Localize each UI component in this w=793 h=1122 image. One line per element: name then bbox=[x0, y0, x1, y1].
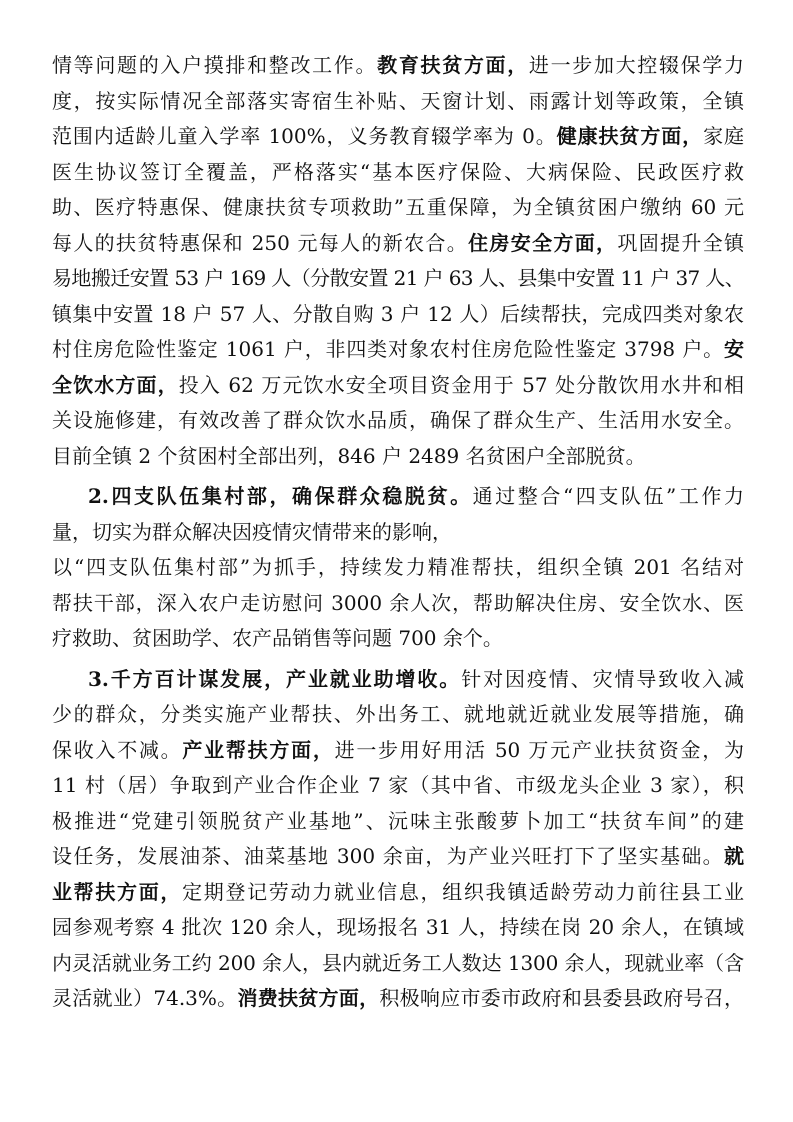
body-text: 每人的扶贫特惠保和 250 元每人的新农合。 bbox=[52, 230, 469, 255]
text-line bbox=[52, 946, 744, 982]
body-text: 灵活就业）74.3%。 bbox=[52, 986, 238, 1010]
text-line bbox=[52, 621, 744, 657]
body-text: 村住房危险性鉴定 1061 户，非四类对象农村住房危险性鉴定 3798 户。 bbox=[52, 337, 724, 361]
bold-heading-text: 产业帮扶方面， bbox=[182, 737, 335, 762]
text-line bbox=[52, 332, 744, 368]
bold-heading-text: 2.四支队伍集村部，确保群众稳脱贫。 bbox=[88, 484, 473, 508]
body-text: 易地搬迁安置 53 户 169 人（分散安置 21 户 63 人、县集中安置 11 户 37 人、 bbox=[52, 266, 744, 290]
body-text: 设任务，发展油茶、油菜基地 300 余亩，为产业兴旺打下了坚实基础。 bbox=[52, 844, 724, 868]
body-text: 通过整合“四支队伍”工作力 bbox=[472, 484, 744, 508]
bold-heading-text: 住房安全方面， bbox=[468, 230, 618, 255]
text-line bbox=[52, 226, 744, 262]
text-line bbox=[52, 910, 744, 946]
bold-heading-text: 全饮水方面， bbox=[52, 372, 179, 397]
text-line bbox=[52, 733, 744, 769]
text-line bbox=[52, 586, 744, 622]
bold-heading-text: 业帮扶方面， bbox=[52, 879, 183, 904]
bold-heading-text: 教育扶贫方面， bbox=[377, 53, 529, 77]
body-text: 极推进“党建引领脱贫产业基地”、沅味主张酸萝卜加工“扶贫车间”的建 bbox=[52, 808, 744, 833]
document-page bbox=[52, 48, 744, 1017]
body-text: 助、医疗特惠保、健康扶贫专项救助”五重保障，为全镇贫困户缴纳 60 元 bbox=[52, 195, 744, 219]
body-text: 疗救助、贫困助学、农产品销售等问题 700 余个。 bbox=[52, 626, 503, 650]
body-text: 家庭 bbox=[703, 124, 744, 148]
body-text: 范围内适龄儿童入学率 100%，义务教育辍学率为 0。 bbox=[52, 124, 557, 148]
text-line bbox=[52, 768, 744, 804]
body-text: 帮扶干部，深入农户走访慰问 3000 余人次，帮助解决住房、安全饮水、医 bbox=[52, 590, 744, 615]
text-line bbox=[52, 368, 744, 404]
text-line bbox=[52, 190, 744, 226]
body-text: 关设施修建，有效改善了群众饮水品质，确保了群众生产、生活用水安全。 bbox=[52, 408, 744, 432]
body-text: 情等问题的入户摸排和整改工作。 bbox=[52, 53, 378, 77]
body-text: 进一步用好用活 50 万元产业扶贫资金，为 bbox=[334, 737, 744, 762]
body-text: 目前全镇 2 个贫困村全部出列，846 户 2489 名贫困户全部脱贫。 bbox=[52, 443, 646, 468]
text-line bbox=[52, 439, 744, 475]
text-line bbox=[52, 155, 744, 191]
text-line bbox=[52, 697, 744, 733]
body-text: 投入 62 万元饮水安全项目资金用于 57 处分散饮用水井和相 bbox=[178, 372, 744, 397]
bold-heading-text: 就 bbox=[724, 844, 744, 868]
body-text: 内灵活就业务工约 200 余人，县内就近务工人数达 1300 余人，现就业率（含 bbox=[52, 950, 744, 975]
text-line bbox=[52, 875, 744, 911]
text-line bbox=[52, 804, 744, 840]
body-text: 定期登记劳动力就业信息，组织我镇适龄劳动力前往县工业 bbox=[182, 879, 744, 904]
bold-heading-text: 消费扶贫方面， bbox=[237, 986, 380, 1010]
text-line bbox=[52, 662, 744, 698]
text-line bbox=[52, 839, 744, 875]
body-text: 巩固提升全镇 bbox=[617, 230, 744, 255]
body-text: 针对因疫情、灾情导致收入减 bbox=[461, 666, 744, 691]
text-line bbox=[52, 981, 744, 1017]
text-line bbox=[52, 261, 744, 297]
text-line bbox=[52, 403, 744, 439]
body-text: 11 村（居）争取到产业合作企业 7 家（其中省、市级龙头企业 3 家），积 bbox=[52, 773, 744, 797]
text-line bbox=[52, 297, 744, 333]
body-text: 镇集中安置 18 户 57 人、分散自购 3 户 12 人）后续帮扶，完成四类对象农 bbox=[52, 301, 744, 326]
text-line bbox=[52, 515, 744, 551]
body-text: 医生协议签订全覆盖，严格落实“基本医疗保险、大病保险、民政医疗救 bbox=[52, 159, 744, 184]
body-text: 量，切实为群众解决因疫情灾情带来的影响， bbox=[52, 519, 452, 544]
bold-heading-text: 健康扶贫方面， bbox=[556, 124, 704, 148]
body-text: 保收入不减。 bbox=[52, 737, 183, 762]
body-text: 少的群众，分类实施产业帮扶、外出务工、就地就近就业发展等措施，确 bbox=[52, 702, 744, 726]
body-text: 度，按实际情况全部落实寄宿生补贴、天窗计划、雨露计划等政策，全镇 bbox=[52, 88, 744, 113]
body-text: 积极响应市委市政府和县委县政府号召， bbox=[379, 986, 744, 1010]
body-text: 进一步加大控辍保学力 bbox=[528, 53, 744, 77]
body-text: 以“四支队伍集村部”为抓手，持续发力精准帮扶，组织全镇 201 名结对 bbox=[52, 555, 744, 579]
text-line bbox=[52, 550, 744, 586]
bold-heading-text: 3.千方百计谋发展，产业就业助增收。 bbox=[88, 666, 462, 691]
text-line bbox=[52, 119, 744, 155]
text-line bbox=[52, 84, 744, 120]
text-line bbox=[52, 48, 744, 84]
text-line bbox=[52, 479, 744, 515]
body-text: 园参观考察 4 批次 120 余人，现场报名 31 人，持续在岗 20 余人，在镇域 bbox=[52, 915, 744, 939]
bold-heading-text: 安 bbox=[724, 337, 744, 361]
